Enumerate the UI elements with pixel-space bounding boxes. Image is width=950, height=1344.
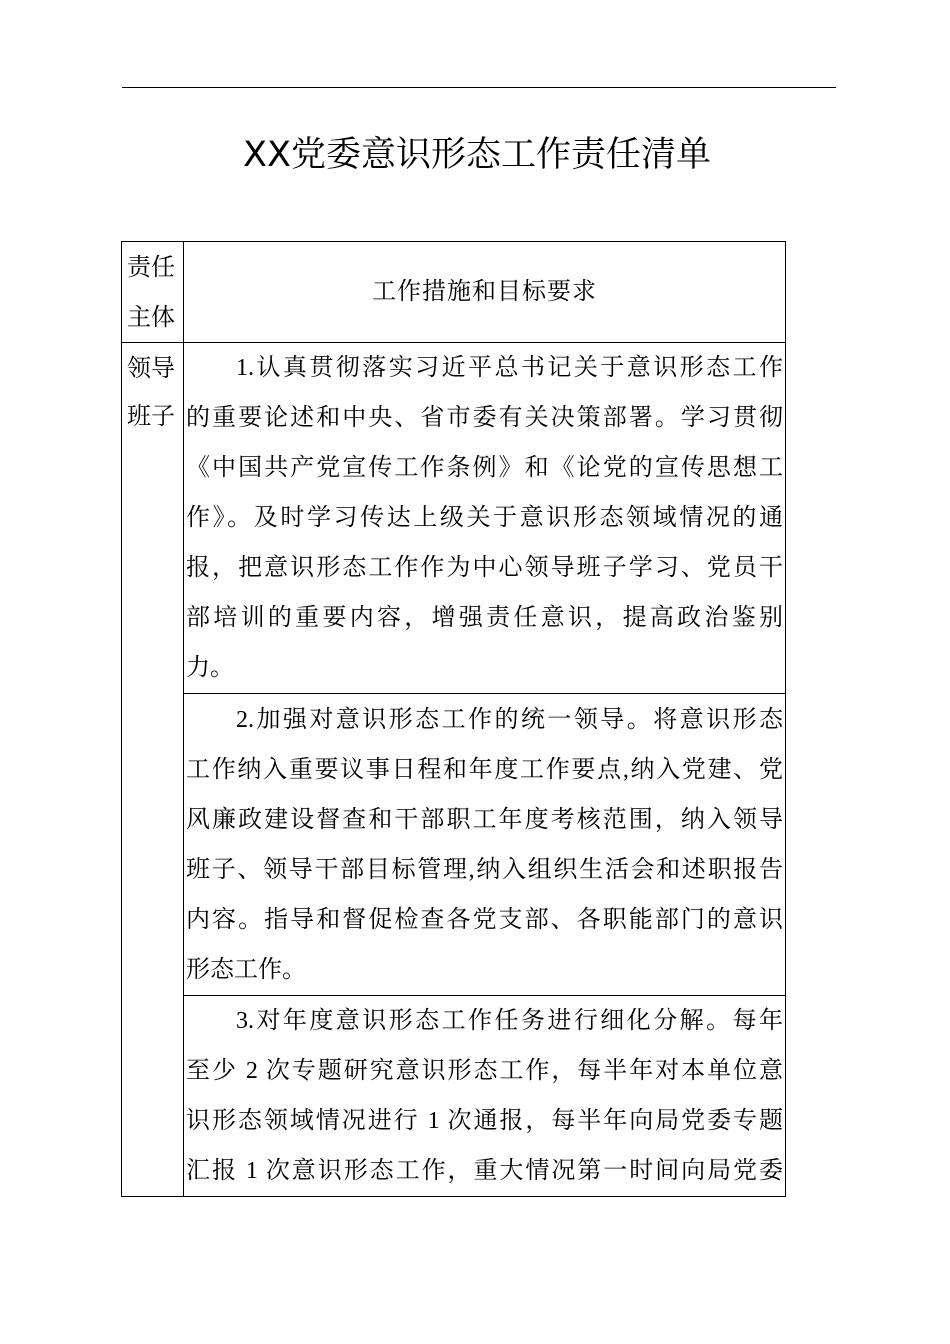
header-subject-cell: 责任主体 (127, 255, 175, 331)
measure-line: 班子、领导干部目标管理,纳入组织生活会和述职报告 (186, 857, 783, 883)
measure-line: 内容。指导和督促检查各党支部、各职能部门的意识 (186, 907, 783, 933)
measure-line: 工作纳入重要议事日程和年度工作要点,纳入党建、党 (186, 757, 783, 783)
measure-line: 识形态领域情况进行 1 次通报，每半年向局党委专题 (186, 1108, 783, 1134)
measure-line: 1.认真贯彻落实习近平总书记关于意识形态工作 (236, 355, 783, 381)
subject-cell: 领导班子 (127, 356, 175, 430)
measure-item-2 (184, 694, 785, 995)
measure-line: 风廉政建设督查和干部职工年度考核范围，纳入领导 (186, 807, 783, 833)
measure-line: 3.对年度意识形态工作任务进行细化分解。每年 (236, 1008, 783, 1034)
header-rule (122, 87, 836, 88)
document-title: XX党委意识形态工作责任清单 (243, 135, 711, 175)
measure-line: 的重要论述和中央、省市委有关决策部署。学习贯彻 (186, 405, 783, 431)
measure-line: 报，把意识形态工作作为中心领导班子学习、党员干 (186, 555, 783, 581)
measure-line: 至少 2 次专题研究意识形态工作，每半年对本单位意 (186, 1058, 783, 1084)
measure-line: 作》。及时学习传达上级关于意识形态领域情况的通 (186, 505, 783, 531)
measure-line: 部培训的重要内容，增强责任意识，提高政治鉴别 (186, 605, 783, 631)
responsibility-table (121, 241, 786, 1197)
measure-line: 2.加强对意识形态工作的统一领导。将意识形态 (236, 707, 783, 733)
measure-item-3 (184, 996, 785, 1196)
header-measures-cell: 工作措施和目标要求 (372, 279, 597, 305)
measure-line: 汇报 1 次意识形态工作，重大情况第一时间向局党委 (186, 1158, 783, 1184)
measure-line: 力。 (186, 655, 234, 681)
measure-item-1 (184, 343, 785, 693)
measure-line: 《中国共产党宣传工作条例》和《论党的宣传思想工 (186, 455, 783, 481)
measure-line: 形态工作。 (186, 957, 306, 983)
